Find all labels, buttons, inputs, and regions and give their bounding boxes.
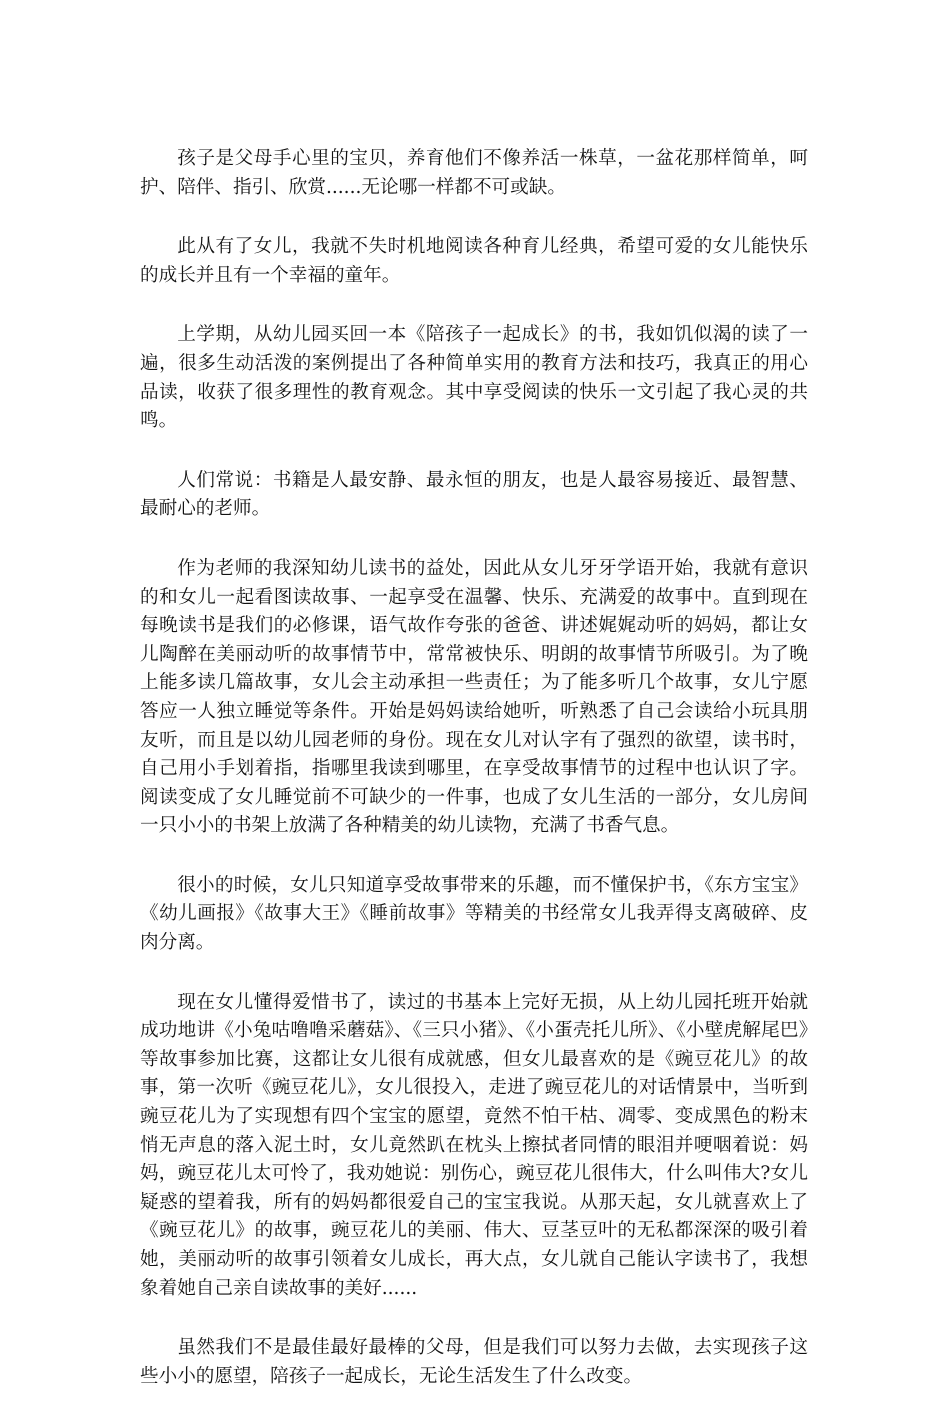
paragraph: 人们常说：书籍是人最安静、最永恒的朋友，也是人最容易接近、最智慧、最耐心的老师。	[140, 469, 808, 520]
paragraph: 虽然我们不是最佳最好最棒的父母，但是我们可以努力去做，去实现孩子这些小小的愿望，陪孩子一起成长，无论生活发生了什么改变。	[140, 1337, 808, 1387]
paragraph: 孩子是父母手心里的宝贝，养育他们不像养活一株草，一盆花那样简单，呵护、陪伴、指引、欣赏......无论哪一样都不可或缺。	[140, 148, 808, 198]
paragraph: 上学期，从幼儿园买回一本《陪孩子一起成长》的书，我如饥似渴的读了一遍，很多生动活泼的案例提出了各种简单实用的教育方法和技巧，我真正的用心品读，收获了很多理性的教育观念。其中享受阅读的快乐一文引起了我心灵的共鸣。	[140, 324, 808, 432]
document-body	[140, 145, 808, 1422]
paragraph: 作为老师的我深知幼儿读书的益处，因此从女儿牙牙学语开始，我就有意识的和女儿一起看图读故事、一起享受在温馨、快乐、充满爱的故事中。直到现在每晚读书是我们的必修课，语气故作夸张的爸爸、讲述娓娓动听的妈妈，都让女儿陶醉在美丽动听的故事情节中，常常被快乐、明朗的故事情节所吸引。为了晚上能多读几篇故事，女儿会主动承担一些责任；为了能多听几个故事，女儿宁愿答应一人独立睡觉等条件。开始是妈妈读给她听，听熟悉了自己会读给小玩具朋友听，而且是以幼儿园老师的身份。现在女儿对认字有了强烈的欲望，读书时，自己用小手划着指，指哪里我读到哪里，在享受故事情节的过程中也认识了字。阅读变成了女儿睡觉前不可缺少的一件事，也成了女儿生活的一部分，女儿房间一只小小的书架上放满了各种精美的幼儿读物，充满了书香气息。	[140, 557, 808, 837]
paragraph: 现在女儿懂得爱惜书了，读过的书基本上完好无损，从上幼儿园托班开始就成功地讲《小兔咕噜噜采蘑菇》、《三只小猪》、《小蛋壳托儿所》、《小壁虎解尾巴》等故事参加比赛，这都让女儿很有成就感，但女儿最喜欢的是《豌豆花儿》的故事，第一次听《豌豆花儿》，女儿很投入，走进了豌豆花儿的对话情景中，当听到豌豆花儿为了实现想有四个宝宝的愿望，竟然不怕干枯、凋零、变成黑色的粉末悄无声息的落入泥土时，女儿竟然趴在枕头上擦拭者同情的眼泪并哽咽着说：妈妈，豌豆花儿太可怜了，我劝她说：别伤心，豌豆花儿很伟大，什么叫伟大?女儿疑惑的望着我，所有的妈妈都很爱自己的宝宝我说。从那天起，女儿就喜欢上了《豌豆花儿》的故事，豌豆花儿的美丽、伟大、豆茎豆叶的无私都深深的吸引着她，美丽动听的故事引领着女儿成长，再大点，女儿就自己能认字读书了，我想象着她自己亲自读故事的美好......	[140, 991, 808, 1299]
paragraph: 此从有了女儿，我就不失时机地阅读各种育儿经典，希望可爱的女儿能快乐的成长并且有一个幸福的童年。	[140, 236, 808, 286]
paragraph: 很小的时候，女儿只知道享受故事带来的乐趣，而不懂保护书，《东方宝宝》《幼儿画报》《故事大王》《睡前故事》等精美的书经常女儿我弄得支离破碎、皮肉分离。	[140, 874, 808, 954]
